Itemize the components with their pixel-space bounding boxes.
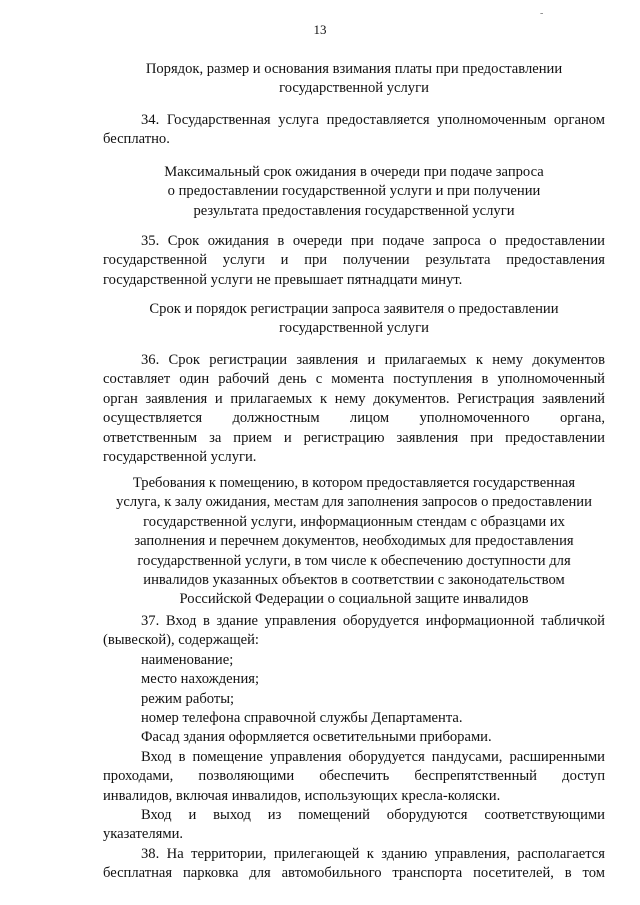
section-heading-premises: Требования к помещению, в котором предоставляется государственная услуга, к залу ожидания, местам для заполнения запросов о предоставлении государственной услуги, информационным стендам с образцами их заполнения и перечнем документов, необходимых для предоставления государственной услуги, в том числе к обеспечению доступности для инвалидов указанных объектов в соответствии с законодательством Российской Федерации о социальной защите инвалидов [116,475,592,608]
section-heading-queue: Максимальный срок ожидания в очереди при подаче запроса о предоставлении государственной услуги и при получении результата предоставления государственной услуги [164,164,544,219]
signs-paragraph: Вход и выход из помещений оборудуются соответствующими [141,807,605,824]
list-item: наименование; [141,651,234,668]
paragraph-36: 36. Срок регистрации заявления и прилагаемых к нему документов составляет один рабочий день с момента поступления в уполномоченный орган заявления и прилагаемых к нему документов. Регистрация заявлений осуществляется должностным лицом уполномоченного органа, ответственным за прием и регистрацию заявления при предоставлении государственной услуги. [103,352,605,466]
section-heading-registration: Срок и порядок регистрации запроса заявителя о предоставлении государственной услуги [149,301,559,337]
scan-mark: - [540,8,544,19]
list-item: место нахождения; [141,671,260,688]
paragraph-35: 35. Срок ожидания в очереди при подаче запроса о предоставлении государственной услуги и при получении результата предоставления государственной услуги не превышает пятнадцати минут. [103,233,605,288]
page-number: 13 [313,22,327,37]
entrance-paragraph: Вход в помещение управления оборудуется пандусами, расширенными [141,748,605,765]
list-item: номер телефона справочной службы Департамента. [141,710,463,727]
paragraph-37: 37. Вход в здание управления оборудуется информационной табличкой (вывеской), содержащей: наименование; место нахождения; режим работы; номер телефона справочной службы Департамента. Фасад здания оформляется осветительными приборами. Вход в помещение управления оборудуется пандусами, расширенными проходами, позволяющими обеспечить беспрепятственный доступ инвалидов, включая инвалидов, использующих кресла-коляски. Вход и выход из помещений оборудуются соответствующими указателями. 38. На территории, прилегающей к зданию управления, располагается бесплатная парковка для автомобильного транспорта посетителей, в том [103,613,605,882]
list-item: режим работы; [141,690,235,707]
facade-paragraph: Фасад здания оформляется осветительными приборами. [141,729,492,746]
paragraph-34: 34. Государственная услуга предоставляется уполномоченным органом бесплатно. [103,112,605,148]
section-heading-payment: Порядок, размер и основания взимания платы при предоставлении государственной услуги [145,61,563,97]
paragraph-38: 38. На территории, прилегающей к зданию управления, располагается [141,845,605,862]
